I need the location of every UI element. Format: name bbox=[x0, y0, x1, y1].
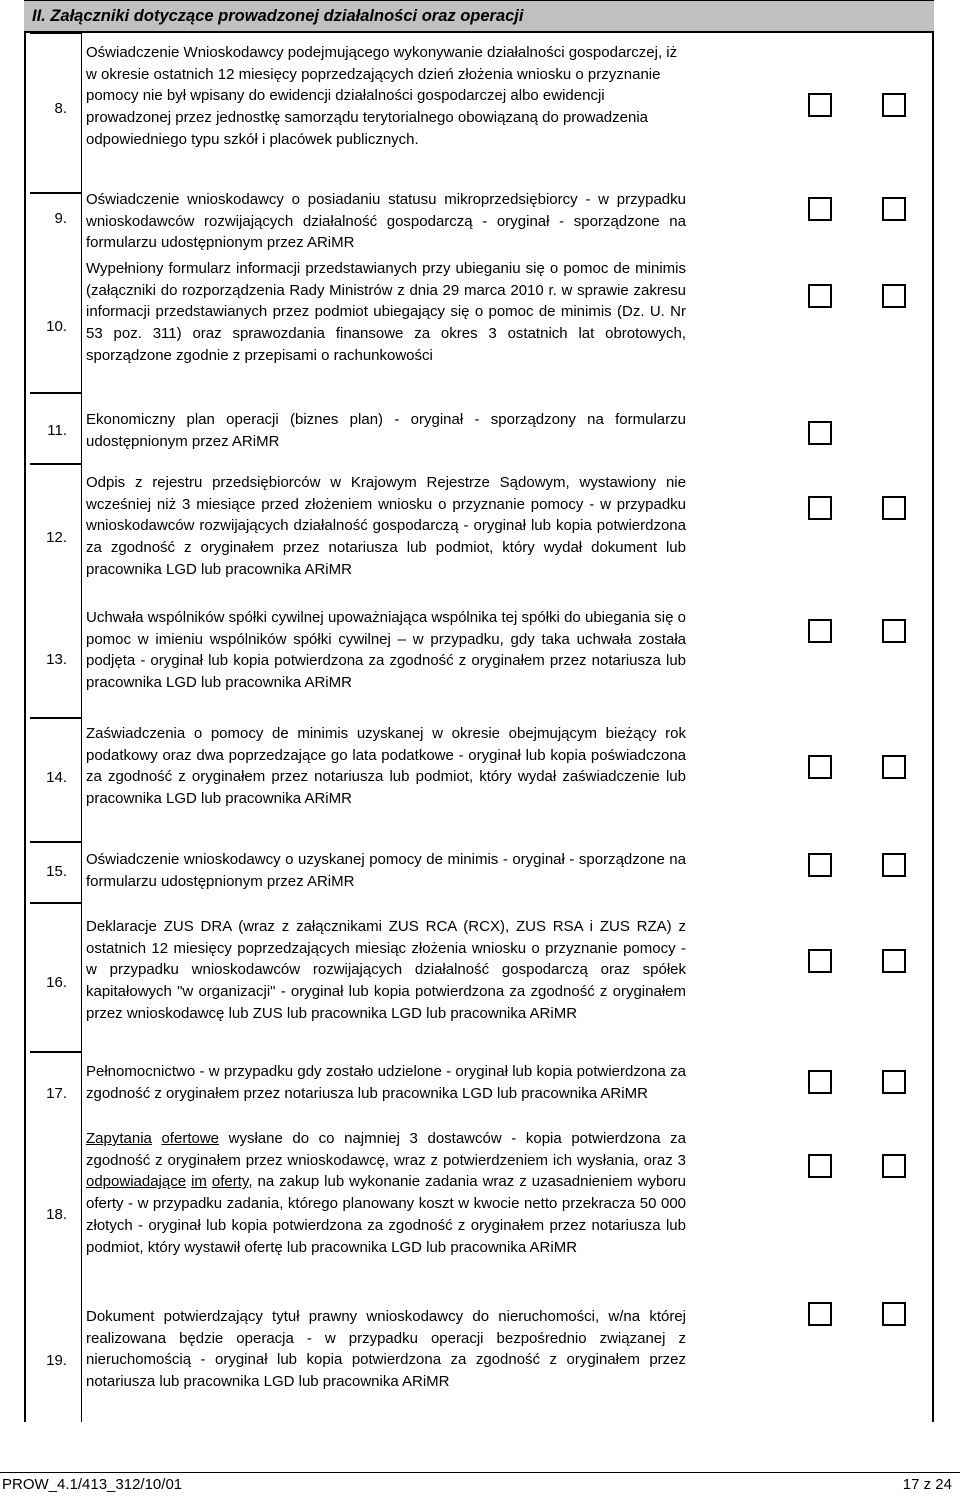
page-number: 17 z 24 bbox=[902, 1476, 952, 1493]
row-number: 11. bbox=[47, 422, 67, 439]
row-number: 15. bbox=[46, 863, 67, 880]
checkbox-column-1[interactable] bbox=[808, 1154, 832, 1178]
row-number: 13. bbox=[46, 651, 67, 668]
checkbox-column-2[interactable] bbox=[882, 755, 906, 779]
row-number-cell bbox=[30, 903, 82, 1052]
row-number: 16. bbox=[46, 974, 67, 991]
checkbox-column-1[interactable] bbox=[808, 284, 832, 308]
checkbox-column-2[interactable] bbox=[882, 1070, 906, 1094]
checkbox-column-1[interactable] bbox=[808, 1302, 832, 1326]
row-number: 17. bbox=[46, 1085, 67, 1102]
row-number: 10. bbox=[46, 318, 67, 335]
checkbox-column-2[interactable] bbox=[882, 619, 906, 643]
section-title: II. Załączniki dotyczące prowadzonej działalności oraz operacji bbox=[32, 7, 524, 25]
checkbox-column-1[interactable] bbox=[808, 949, 832, 973]
checkbox-column-1[interactable] bbox=[808, 755, 832, 779]
checkbox-column-2[interactable] bbox=[882, 284, 906, 308]
underlined-text: im bbox=[191, 1173, 207, 1191]
attachment-description: Odpis z rejestru przedsiębiorców w Krajowym Rejestrze Sądowym, wystawiony nie wcześniej niż 3 miesiące przed złożeniem wniosku o przyznanie pomocy - w przypadku wnioskodawców rozwijających działalność gospodarczą - oryginał lub kopia potwierdzona za zgodność z oryginałem przez notariusza lub podmiot, który wydał dokument lub pracownika LGD lub pracownika ARiMR bbox=[86, 474, 686, 578]
row-number: 19. bbox=[46, 1352, 67, 1369]
row-number-cell bbox=[30, 842, 82, 903]
attachment-description: Pełnomocnictwo - w przypadku gdy zostało udzielone - oryginał lub kopia potwierdzona za zgodność z oryginałem przez notariusza lub pracownika LGD lub pracownika ARiMR bbox=[86, 1063, 686, 1102]
row-number-cell bbox=[30, 193, 82, 393]
row-number-cell bbox=[30, 718, 82, 842]
underlined-text: ofertowe bbox=[161, 1130, 220, 1147]
checkbox-column-2[interactable] bbox=[882, 1302, 906, 1326]
checkbox-column-1[interactable] bbox=[808, 496, 832, 520]
attachment-description: Dokument potwierdzający tytuł prawny wnioskodawcy do nieruchomości, w/na której realizowana będzie operacja - w przypadku operacji bezpośrednio związanej z nieruchomością - oryginał lub kopia potwierdzona za zgodność z oryginałem przez notariusza lub pracownika LGD lub pracownika ARiMR bbox=[86, 1308, 686, 1391]
attachment-description: Zapytania ofertowe wysłane do co najmniej 3 dostawców - kopia potwierdzona za zgodność z oryginałem przez wnioskodawcę, wraz z potwierdzeniem ich wysłania, oraz 3 odpowiadające im oferty, na zakup lub wykonanie zadania wraz z uzasadnieniem wyboru oferty - w przypadku zadania, którego planowany koszt w kwocie netto przekracza 50 000 złotych - oryginał lub kopia potwierdzona za zgodność z oryginałem przez notariusza lub podmiot, który wystawił ofertę lub pracownika LGD lub pracownika ARiMR bbox=[86, 1130, 686, 1256]
row-number: 14. bbox=[46, 769, 67, 786]
checkbox-column-2[interactable] bbox=[882, 93, 906, 117]
row-number-cell bbox=[30, 393, 82, 464]
checkbox-column-2[interactable] bbox=[882, 197, 906, 221]
checkbox-column-1[interactable] bbox=[808, 853, 832, 877]
attachment-description: Zaświadczenia o pomocy de minimis uzyskanej w okresie obejmującym bieżący rok podatkowy oraz dwa poprzedzające go lata podatkowe - oryginał lub kopia poświadczona za zgodność z oryginałem przez notariusza lub podmiot, który wydał zaświadczenie lub pracownika LGD lub pracownika ARiMR bbox=[86, 725, 686, 808]
checkbox-column-2[interactable] bbox=[882, 496, 906, 520]
attachment-description: Oświadczenie wnioskodawcy o posiadaniu statusu mikroprzedsiębiorcy - w przypadku wnioskodawców rozwijających działalność gospodarczą - oryginał - sporządzone na formularzu udostępnionym przez ARiMR bbox=[86, 191, 686, 252]
attachment-description: Oświadczenie Wnioskodawcy podejmującego wykonywanie działalności gospodarczej, iż w okresie ostatnich 12 miesięcy poprzedzających dzień złożenia wniosku o przyznanie pomocy nie był wpisany do ewidencji działalności gospodarczej albo ewidencji prowadzonej przez jednostkę samorządu terytorialnego obowiązaną do prowadzenia odpowiedniego typu szkół i placówek publicznych. bbox=[86, 44, 678, 148]
row-number: 8. bbox=[54, 100, 67, 117]
checkbox-column-1[interactable] bbox=[808, 93, 832, 117]
checkbox-column-1[interactable] bbox=[808, 197, 832, 221]
row-number: 18. bbox=[46, 1206, 67, 1223]
checkbox-column-1[interactable] bbox=[808, 1070, 832, 1094]
checkbox-column-2[interactable] bbox=[882, 1154, 906, 1178]
checkbox-column-2[interactable] bbox=[882, 853, 906, 877]
checkbox-column-1[interactable] bbox=[808, 619, 832, 643]
section-header bbox=[24, 0, 934, 33]
row-number-cell bbox=[30, 464, 82, 718]
attachment-description: Oświadczenie wnioskodawcy o uzyskanej pomocy de minimis - oryginał - sporządzone na formularzu udostępnionym przez ARiMR bbox=[86, 851, 686, 890]
row-number-cell bbox=[30, 33, 82, 193]
underlined-text: odpowiadające bbox=[86, 1173, 187, 1191]
table-right-border bbox=[932, 0, 934, 1422]
row-number: 9. bbox=[54, 210, 67, 227]
attachment-description: Wypełniony formularz informacji przedstawianych przy ubieganiu się o pomoc de minimis (załączniki do rozporządzenia Rady Ministrów z dnia 29 marca 2010 r. w sprawie zakresu informacji przedstawianych przez podmiot ubiegający się o pomoc de minimis (Dz. U. Nr 53 poz. 311) oraz sprawozdania finansowe za okres 3 ostatnich lat obrotowych, sporządzone zgodnie z przepisami o rachunkowości bbox=[86, 260, 686, 364]
table-left-border bbox=[24, 0, 26, 1422]
row-number-cell bbox=[30, 1052, 82, 1422]
checkbox-column-1[interactable] bbox=[808, 421, 832, 445]
attachment-description: Uchwała wspólników spółki cywilnej upoważniająca wspólnika tej spółki do ubiegania się o pomoc w imieniu wspólników spółki cywilnej – w przypadku, gdy taka uchwała została podjęta - oryginał lub kopia potwierdzona za zgodność z oryginałem przez notariusza lub pracownika LGD lub pracownika ARiMR bbox=[86, 609, 686, 692]
row-number: 12. bbox=[46, 529, 67, 546]
attachment-description: Deklaracje ZUS DRA (wraz z załącznikami ZUS RCA (RCX), ZUS RSA i ZUS RZA) z ostatnich 12 miesięcy poprzedzających miesiąc złożenia wniosku o przyznanie pomocy - w przypadku wnioskodawców rozwijających działalność gospodarczą oraz spółek kapitałowych "w organizacji" - oryginał lub kopia potwierdzona za zgodność z oryginałem przez wnioskodawcę lub ZUS lub pracownika LGD lub pracownika ARiMR bbox=[86, 918, 686, 1022]
footer-divider bbox=[0, 1472, 960, 1473]
document-code: PROW_4.1/413_312/10/01 bbox=[2, 1476, 183, 1493]
attachment-description: Ekonomiczny plan operacji (biznes plan) - oryginał - sporządzony na formularzu udostępnionym przez ARiMR bbox=[86, 411, 686, 450]
underlined-text: oferty bbox=[211, 1173, 249, 1191]
checkbox-column-2[interactable] bbox=[882, 949, 906, 973]
underlined-text: Zapytania bbox=[86, 1130, 152, 1147]
